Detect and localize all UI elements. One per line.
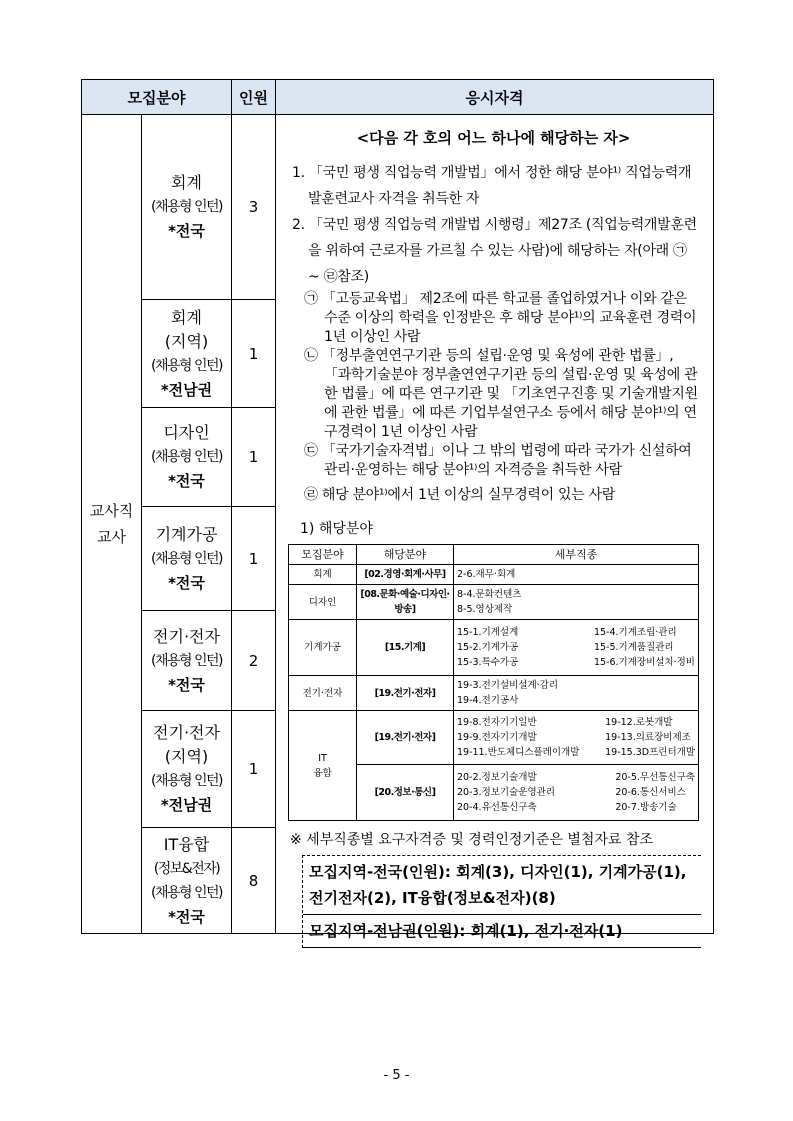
- detail-job: 8-5.영상제작: [457, 604, 513, 615]
- detail-jobs: [454, 711, 699, 765]
- detail-job: 19-13.의료장비제조: [605, 732, 691, 743]
- field-name: 전기·전자: [153, 723, 220, 742]
- detail-job: 15-3.특수가공: [457, 657, 519, 668]
- detail-job: 15-2.기계가공: [457, 642, 519, 653]
- field-region: *전국: [168, 675, 205, 694]
- detail-row-design: [289, 585, 699, 620]
- detail-row-machining: [289, 620, 699, 676]
- detail-job: 19-9.전자기기개발: [457, 732, 537, 743]
- detail-jobs: [454, 585, 699, 620]
- header-row: [82, 80, 714, 115]
- qualification-item-2: 2. 「국민 평생 직업능력 개발법 시행령」제27조 (직업능력개발훈련을 위하여 근로자를 가르칠 수 있는 사람)에 해당하는 자(아래 ㉠ ~ ㉣참조): [292, 217, 697, 285]
- detail-job: 20-5.무선통신구축: [615, 772, 695, 783]
- qualification-item-1: 1. 「국민 평생 직업능력 개발법」에서 정한 해당 분야¹⁾ 직업능력개발훈련교사 자격을 취득한 자: [292, 165, 692, 207]
- category-line1: 교사직: [89, 502, 134, 520]
- summary-box: [302, 855, 701, 948]
- count-cell: 1: [232, 300, 276, 408]
- footnote-label: 1) 해당분야: [300, 521, 373, 537]
- summary-jeonnam: 모집지역-전남권(인원): 회계(1), 전기·전자(1): [303, 915, 701, 948]
- field-detail-header: [289, 545, 699, 565]
- category-cell: [82, 115, 142, 934]
- field-detail-table: [288, 544, 699, 821]
- field-cell: [142, 828, 232, 934]
- detail-jobs: [454, 676, 699, 711]
- detail-jobs: 2-6.재무·회계: [454, 565, 699, 585]
- field-name: 디자인: [163, 423, 210, 442]
- detail-row-accounting: [289, 565, 699, 585]
- field-name: 회계: [171, 173, 202, 192]
- detail-job: 20-2.정보기술개발: [457, 772, 537, 783]
- detail-jobs: [454, 765, 699, 821]
- field-type: (채용형 인턴): [151, 449, 222, 465]
- detail-area: [19.전기·전자]: [357, 711, 454, 765]
- count-cell: 2: [232, 611, 276, 711]
- reference-note: ※ 세부직종별 요구자격증 및 경력인정기준은 별첨자료 참조: [290, 832, 654, 848]
- detail-job: 20-3.정보기술운영관리: [457, 787, 555, 798]
- field-cell: [142, 611, 232, 711]
- detail-job: 20-4.유선통신구축: [457, 802, 537, 813]
- count-cell: 1: [232, 711, 276, 828]
- detail-job: 15-4.기계조립·관리: [593, 627, 677, 638]
- detail-header-jobs: 세부직종: [454, 545, 699, 565]
- detail-job: 20-7.방송기술: [615, 802, 677, 813]
- detail-field-line: IT: [318, 752, 327, 764]
- detail-job: 15-5.기계품질관리: [593, 642, 674, 653]
- field-region: *전남권: [160, 380, 213, 399]
- detail-job: 19-15.3D프린터개발: [605, 747, 695, 758]
- detail-header-area: 해당분야: [357, 545, 454, 565]
- header-count: 인원: [232, 80, 276, 115]
- detail-job: 19-11.반도체디스플레이개발: [457, 747, 580, 758]
- count-cell: 8: [232, 828, 276, 934]
- field-region: *전남권: [160, 796, 213, 814]
- detail-job: 19-3.전기설비설계·감리: [457, 680, 559, 691]
- field-cell: [142, 115, 232, 300]
- field-region: *전국: [168, 472, 205, 490]
- detail-field: 기계가공: [289, 620, 357, 676]
- qualification-sub-c: ㉢ 「국가기술자격법」이나 그 밖의 법령에 따라 국가가 신설하여 관리·운영하는 해당 분야¹⁾의 자격증을 취득한 사람: [304, 443, 692, 478]
- field-sub: (정보&전자): [153, 860, 220, 877]
- detail-field-line: 융합: [313, 767, 332, 779]
- detail-field: 전기·전자: [289, 676, 357, 711]
- qualification-cell: [276, 115, 714, 940]
- detail-job: 8-4.문화컨텐츠: [457, 589, 522, 600]
- detail-job: 15-6.기계장비설치·정비: [593, 657, 695, 668]
- recruitment-table: [81, 79, 714, 940]
- summary-national: 모집지역-전국(인원): 회계(3), 디자인(1), 기계가공(1), 전기전자(2), IT융합(정보&전자)(8): [303, 856, 701, 915]
- detail-area: [19.전기·전자]: [357, 676, 454, 711]
- detail-jobs: [454, 620, 699, 676]
- detail-job: 19-8.전자기기일반: [457, 717, 537, 728]
- qualification-sub-a: ㉠ 「고등교육법」 제2조에 따른 학교를 졸업하였거나 이와 같은 수준 이상의 학력을 인정받은 후 해당 분야¹⁾의 교육훈련 경력이 1년 이상인 사람: [304, 291, 697, 345]
- qualification-sub-d: ㉣ 해당 분야¹⁾에서 1년 이상의 실무경력이 있는 사람: [304, 487, 616, 503]
- header-field: 모집분야: [82, 80, 232, 115]
- detail-field: 회계: [289, 565, 357, 585]
- detail-field: 디자인: [289, 585, 357, 620]
- detail-area: [20.정보·통신]: [357, 765, 454, 821]
- field-cell: [142, 507, 232, 611]
- field-name: 전기·전자: [153, 626, 220, 646]
- qualification-sub-b: ㉡ 「정부출연연구기관 등의 설립·운영 및 육성에 관한 법률」, 「과학기술분야 정부출연연구기관 등의 설립·운영 및 육성에 관한 법률」에 따른 연구기관 및 「기초연구진흥 및 기술개발지원에 관한 법률」에 따른 기업부설연구소 등에서 해당 분야¹⁾의 연구경력이 1년 이상인 사람: [304, 348, 698, 440]
- field-region: *전국: [168, 907, 205, 926]
- detail-row-it-electric: [289, 711, 699, 765]
- header-qualification: 응시자격: [276, 80, 714, 115]
- field-type: (채용형 인턴): [151, 550, 222, 567]
- field-cell: [142, 408, 232, 507]
- field-type: (채용형 인턴): [151, 357, 222, 374]
- field-region: *전국: [168, 222, 205, 240]
- page-number: - 5 -: [383, 1068, 410, 1083]
- detail-job: 15-1.기계설계: [457, 627, 519, 638]
- field-name: IT융합: [163, 834, 210, 854]
- detail-area: [08.문화·예술·디자인·방송]: [357, 585, 454, 620]
- detail-job: 19-12.로봇개발: [605, 717, 673, 728]
- field-name: 기계가공: [155, 524, 218, 544]
- field-type: (채용형 인턴): [151, 884, 222, 901]
- field-sub: (지역): [164, 331, 209, 351]
- detail-row-electric: [289, 676, 699, 711]
- detail-job: 19-4.전기공사: [457, 695, 519, 706]
- detail-header-field: 모집분야: [289, 545, 357, 565]
- field-cell: [142, 711, 232, 828]
- field-type: (채용형 인턴): [151, 773, 222, 789]
- count-cell: 3: [232, 115, 276, 300]
- count-cell: 1: [232, 507, 276, 611]
- field-region: *전국: [168, 573, 205, 592]
- field-type: (채용형 인턴): [151, 652, 222, 669]
- detail-area: [02.경영·회계·사무]: [357, 565, 454, 585]
- field-name: 회계: [171, 307, 202, 327]
- detail-job: 20-6.통신서비스: [615, 787, 686, 798]
- count-cell: 1: [232, 408, 276, 507]
- field-type: (채용형 인턴): [151, 199, 222, 215]
- table-row: [82, 115, 714, 300]
- field-cell: [142, 300, 232, 408]
- qualification-title: <다음 각 호의 어느 하나에 해당하는 자>: [356, 129, 631, 147]
- category-line2: 교사: [97, 528, 126, 546]
- field-sub: (지역): [164, 747, 209, 766]
- detail-area: [15.기계]: [357, 620, 454, 676]
- detail-field: [289, 711, 357, 821]
